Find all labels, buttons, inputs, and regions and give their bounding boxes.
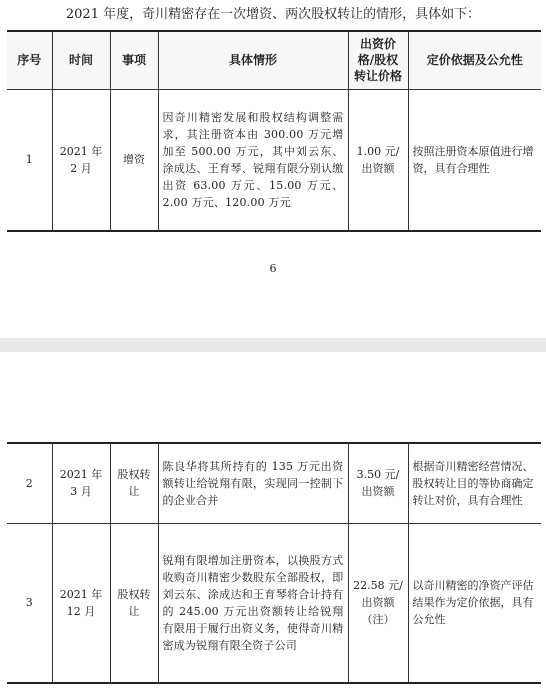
header-detail: 具体情形	[158, 31, 348, 89]
transactions-table-part-2	[7, 442, 541, 684]
row-item: 股权转让	[110, 523, 158, 683]
page-number: 6	[269, 262, 277, 275]
row-price: 3.50 元/出资额	[348, 443, 408, 523]
transactions-table-part-1	[7, 30, 541, 232]
row-detail: 锐翔有限增加注册资本，以换股方式收购奇川精密少数股东全部股权，即刘云东、涂成达和王育琴将合计持有的 245.00 万元出资额转让给锐翔有限用于履行出资义务，使得奇川精密成为锐翔有限全资子公司	[158, 523, 348, 683]
header-price: 出资价格/股权转让价格	[348, 31, 408, 89]
row-time: 2021 年 2 月	[52, 89, 110, 231]
row-no: 2	[7, 443, 52, 523]
row-item: 增资	[110, 89, 158, 231]
header-time: 时间	[52, 31, 110, 89]
row-basis: 以奇川精密的净资产评估结果作为定价依据，具有公允性	[408, 523, 541, 683]
header-no: 序号	[7, 31, 52, 89]
document-page-1	[0, 0, 546, 338]
row-price: 1.00 元/出资额	[348, 89, 408, 231]
header-item: 事项	[110, 31, 158, 89]
table-row	[7, 523, 541, 683]
header-basis: 定价依据及公允性	[408, 31, 541, 89]
row-time: 2021 年 3 月	[52, 443, 110, 523]
row-basis: 根据奇川精密经营情况、股权转让目的等协商确定转让对价，具有合理性	[408, 443, 541, 523]
document-page-2	[0, 352, 546, 695]
table-row	[7, 443, 541, 523]
row-no: 1	[7, 89, 52, 231]
row-no: 3	[7, 523, 52, 683]
row-time: 2021 年 12 月	[52, 523, 110, 683]
table-row	[7, 89, 541, 231]
intro-paragraph: 2021 年度，奇川精密存在一次增资、两次股权转让的情形，具体如下：	[65, 7, 481, 22]
row-basis: 按照注册资本原值进行增资，具有合理性	[408, 89, 541, 231]
table-header-row	[7, 31, 541, 89]
row-detail: 陈良华将其所持有的 135 万元出资额转让给锐翔有限，实现同一控制下的企业合并	[158, 443, 348, 523]
row-detail: 因奇川精密发展和股权结构调整需求，其注册资本由 300.00 万元增加至 500.00 万元，其中刘云东、涂成达、王育琴、锐翔有限分别认缴出资 63.00 万元、15.00 万元、2.00 万元、120.00 万元	[158, 89, 348, 231]
row-item: 股权转让	[110, 443, 158, 523]
page-gap	[0, 338, 546, 352]
row-price: 22.58 元/出资额（注）	[348, 523, 408, 683]
